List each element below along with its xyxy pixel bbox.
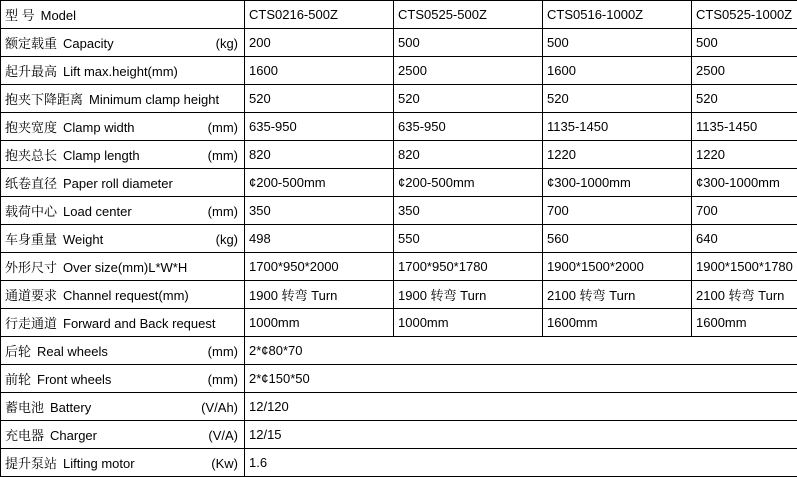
row-value-cell: 500 [394, 29, 543, 57]
table-row [1, 449, 797, 477]
row-label-cn: 前轮 [5, 369, 31, 388]
table-row [1, 421, 797, 449]
row-label-cn: 抱夹下降距离 [5, 89, 83, 108]
row-value-cell-merged: 12/15 [245, 421, 797, 449]
row-label-en: Load center [63, 204, 208, 219]
row-value-cell: 640 [692, 225, 797, 253]
row-label-cn: 通道要求 [5, 285, 57, 304]
row-label-cell [1, 309, 245, 337]
row-label-cell [1, 57, 245, 85]
row-value-cell-merged: 2*¢150*50 [245, 365, 797, 393]
row-value-cell-merged: 1.6 [245, 449, 797, 477]
row-value-cell: 1000mm [245, 309, 394, 337]
row-value-cell: 820 [245, 141, 394, 169]
table-header-row [1, 1, 797, 29]
row-label-cell [1, 169, 245, 197]
row-label-cell [1, 85, 245, 113]
table-row [1, 337, 797, 365]
row-value-cell: 200 [245, 29, 394, 57]
row-value-cell: ¢300-1000mm [692, 169, 797, 197]
table-row [1, 141, 797, 169]
row-value-cell-merged: 12/120 [245, 393, 797, 421]
row-label-cell [1, 365, 245, 393]
row-label-en: Over size(mm)L*W*H [63, 260, 238, 275]
row-label-cell [1, 113, 245, 141]
row-label-cn: 行走通道 [5, 313, 57, 332]
row-value-cell: 520 [692, 85, 797, 113]
row-value-cell: 350 [394, 197, 543, 225]
table-row [1, 393, 797, 421]
table-row [1, 29, 797, 57]
row-label-cell [1, 141, 245, 169]
row-label-cell [1, 449, 245, 477]
row-label-cn: 抱夹宽度 [5, 117, 57, 136]
row-value-cell: 2100 转弯 Turn [692, 281, 797, 309]
table-row [1, 225, 797, 253]
row-value-cell: ¢300-1000mm [543, 169, 692, 197]
row-label-cn: 蓄电池 [5, 397, 44, 416]
row-label-en: Weight [63, 232, 216, 247]
row-label-cn: 额定载重 [5, 33, 57, 52]
row-label-en: Minimum clamp height [89, 92, 238, 107]
row-value-cell: 1600 [245, 57, 394, 85]
table-row [1, 169, 797, 197]
table-row [1, 281, 797, 309]
row-value-cell: ¢200-500mm [394, 169, 543, 197]
header-model-1: CTS0216-500Z [245, 1, 394, 29]
row-label-cn: 提升泵站 [5, 453, 57, 472]
row-label-en: Paper roll diameter [63, 176, 238, 191]
table-row [1, 309, 797, 337]
row-label-unit: (V/Ah) [201, 400, 240, 415]
row-label-cell [1, 197, 245, 225]
row-label-en: Lifting motor [63, 456, 211, 471]
row-value-cell: 635-950 [394, 113, 543, 141]
row-label-en: Lift max.height(mm) [63, 64, 238, 79]
row-label-cell [1, 253, 245, 281]
row-value-cell: 635-950 [245, 113, 394, 141]
row-label-en: Forward and Back request [63, 316, 238, 331]
row-value-cell: 1135-1450 [543, 113, 692, 141]
row-value-cell: 1900 转弯 Turn [245, 281, 394, 309]
table-row [1, 113, 797, 141]
table-row [1, 365, 797, 393]
header-model-4: CTS0525-1000Z [692, 1, 797, 29]
row-label-cn: 后轮 [5, 341, 31, 360]
row-label-en: Capacity [63, 36, 216, 51]
row-value-cell: 350 [245, 197, 394, 225]
row-value-cell: 1600mm [543, 309, 692, 337]
row-label-unit: (V/A) [208, 428, 240, 443]
row-value-cell: 1700*950*2000 [245, 253, 394, 281]
row-value-cell-merged: 2*¢80*70 [245, 337, 797, 365]
row-value-cell: 1000mm [394, 309, 543, 337]
row-value-cell: 1900*1500*2000 [543, 253, 692, 281]
row-label-cn: 充电器 [5, 425, 44, 444]
header-label-en: Model [41, 8, 238, 23]
row-label-cn: 纸卷直径 [5, 173, 57, 192]
row-value-cell: 500 [692, 29, 797, 57]
row-label-cn: 抱夹总长 [5, 145, 57, 164]
header-label-cell [1, 1, 245, 29]
row-value-cell: 520 [394, 85, 543, 113]
table-row [1, 197, 797, 225]
row-value-cell: 700 [543, 197, 692, 225]
header-label-cn: 型 号 [5, 5, 35, 24]
row-value-cell: 1900 转弯 Turn [394, 281, 543, 309]
row-value-cell: 700 [692, 197, 797, 225]
row-label-unit: (kg) [216, 232, 240, 247]
row-label-cn: 车身重量 [5, 229, 57, 248]
row-label-en: Charger [50, 428, 208, 443]
row-label-en: Channel request(mm) [63, 288, 238, 303]
row-value-cell: 550 [394, 225, 543, 253]
row-value-cell: 1600mm [692, 309, 797, 337]
row-label-unit: (mm) [208, 120, 240, 135]
row-value-cell: 1220 [692, 141, 797, 169]
row-value-cell: 2100 转弯 Turn [543, 281, 692, 309]
row-label-en: Front wheels [37, 372, 208, 387]
row-label-unit: (kg) [216, 36, 240, 51]
row-value-cell: 820 [394, 141, 543, 169]
table-row [1, 57, 797, 85]
row-value-cell: 500 [543, 29, 692, 57]
row-label-cn: 起升最高 [5, 61, 57, 80]
row-value-cell: ¢200-500mm [245, 169, 394, 197]
row-value-cell: 1700*950*1780 [394, 253, 543, 281]
row-label-en: Clamp length [63, 148, 208, 163]
row-label-cell [1, 225, 245, 253]
row-value-cell: 520 [543, 85, 692, 113]
header-model-2: CTS0525-500Z [394, 1, 543, 29]
row-label-cell [1, 281, 245, 309]
row-label-cell [1, 421, 245, 449]
row-label-cn: 载荷中心 [5, 201, 57, 220]
row-value-cell: 1900*1500*1780 [692, 253, 797, 281]
row-label-unit: (mm) [208, 148, 240, 163]
table-row [1, 85, 797, 113]
row-label-cn: 外形尺寸 [5, 257, 57, 276]
row-label-cell [1, 29, 245, 57]
row-value-cell: 2500 [692, 57, 797, 85]
row-value-cell: 1600 [543, 57, 692, 85]
row-value-cell: 1135-1450 [692, 113, 797, 141]
row-label-cell [1, 337, 245, 365]
row-label-en: Clamp width [63, 120, 208, 135]
row-value-cell: 498 [245, 225, 394, 253]
header-model-3: CTS0516-1000Z [543, 1, 692, 29]
row-label-unit: (mm) [208, 372, 240, 387]
row-value-cell: 2500 [394, 57, 543, 85]
row-label-cell [1, 393, 245, 421]
row-label-en: Real wheels [37, 344, 208, 359]
row-label-unit: (mm) [208, 204, 240, 219]
table-row [1, 253, 797, 281]
row-label-unit: (mm) [208, 344, 240, 359]
row-label-en: Battery [50, 400, 201, 415]
row-label-unit: (Kw) [211, 456, 240, 471]
row-value-cell: 560 [543, 225, 692, 253]
row-value-cell: 1220 [543, 141, 692, 169]
row-value-cell: 520 [245, 85, 394, 113]
